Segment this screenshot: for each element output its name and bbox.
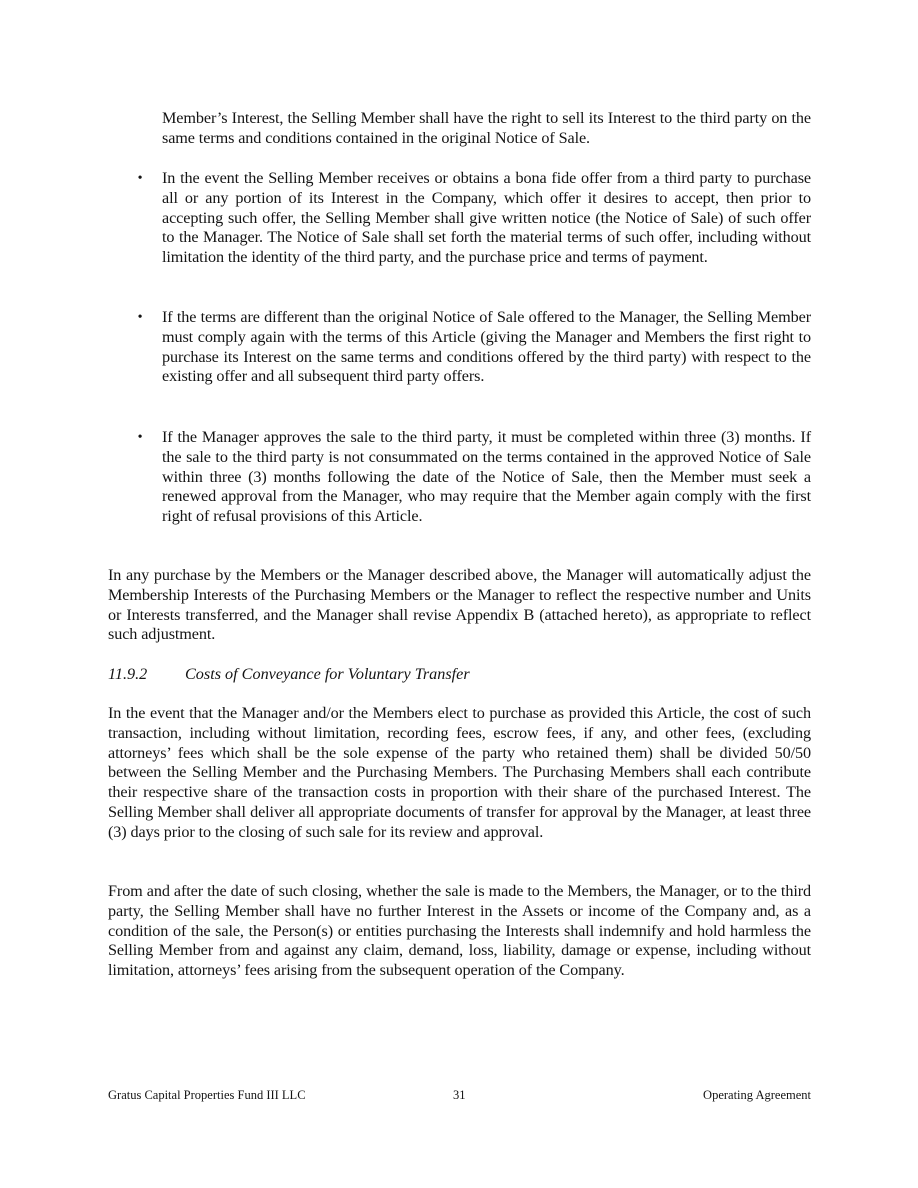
bullet-icon: • <box>137 171 143 186</box>
bullet-text: If the terms are different than the original Notice of Sale offered to the Manager, the Selling Member must comply again with the terms of this Article (giving the Manager and Members the first right to purchase its Interest on the same terms and conditions offered by the third party) with respect to the existing offer and all subsequent third party offers. <box>162 308 811 386</box>
footer-company-name: Gratus Capital Properties Fund III LLC <box>108 1088 306 1102</box>
section-title: Costs of Conveyance for Voluntary Transfer <box>185 665 470 683</box>
section-number: 11.9.2 <box>108 665 148 683</box>
bullet-item-different-terms <box>137 308 811 387</box>
paragraph-adjust-interests: In any purchase by the Members or the Manager described above, the Manager will automatically adjust the Membership Interests of the Purchasing Members or the Manager to reflect the respective number and Units or Interests transferred, and the Manager shall revise Appendix B (attached hereto), as appropriate to reflect such adjustment. <box>108 566 811 644</box>
bullet-item-third-party-offer <box>137 169 811 268</box>
paragraph-costs-of-conveyance: In the event that the Manager and/or the Members elect to purchase as provided this Article, the cost of such transaction, including without limitation, recording fees, escrow fees, if any, and other fees, (excluding attorneys’ fees which shall be the sole expense of the party who retained them) shall be divided 50/50 between the Selling Member and the Purchasing Members. The Purchasing Members shall each contribute their respective share of the transaction costs in proportion with their share of the purchased Interest. The Selling Member shall deliver all appropriate documents of transfer for approval by the Manager, at least three (3) days prior to the closing of such sale for its review and approval. <box>108 704 811 841</box>
paragraph-after-closing: From and after the date of such closing, whether the sale is made to the Members, the Manager, or to the third party, the Selling Member shall have no further Interest in the Assets or income of the Company and, as a condition of the sale, the Person(s) or entities purchasing the Interests shall indemnify and hold harmless the Selling Member from and against any claim, demand, loss, liability, damage or expense, including without limitation, attorneys’ fees arising from the subsequent operation of the Company. <box>108 882 811 980</box>
footer-document-title: Operating Agreement <box>703 1088 811 1102</box>
page-footer <box>108 1087 811 1103</box>
bullet-item-manager-approval <box>137 428 811 527</box>
bullet-icon: • <box>137 310 143 325</box>
continuation-paragraph: Member’s Interest, the Selling Member shall have the right to sell its Interest to the third party on the same terms and conditions contained in the original Notice of Sale. <box>162 109 811 147</box>
bullet-text: If the Manager approves the sale to the third party, it must be completed within three (3) months. If the sale to the third party is not consummated on the terms contained in the approved Notice of Sale within three (3) months following the date of the Notice of Sale, then the Member must seek a renewed approval from the Manager, who may require that the Member again comply with the first right of refusal provisions of this Article. <box>162 428 811 526</box>
bullet-icon: • <box>137 430 143 445</box>
bullet-text: In the event the Selling Member receives or obtains a bona fide offer from a third party to purchase all or any portion of its Interest in the Company, which offer it desires to accept, then prior to accepting such offer, the Selling Member shall give written notice (the Notice of Sale) of such offer to the Manager. The Notice of Sale shall set forth the material terms of such offer, including without limitation the identity of the third party, and the purchase price and terms of payment. <box>162 169 811 267</box>
section-heading <box>108 665 470 685</box>
page-number: 31 <box>453 1088 466 1102</box>
